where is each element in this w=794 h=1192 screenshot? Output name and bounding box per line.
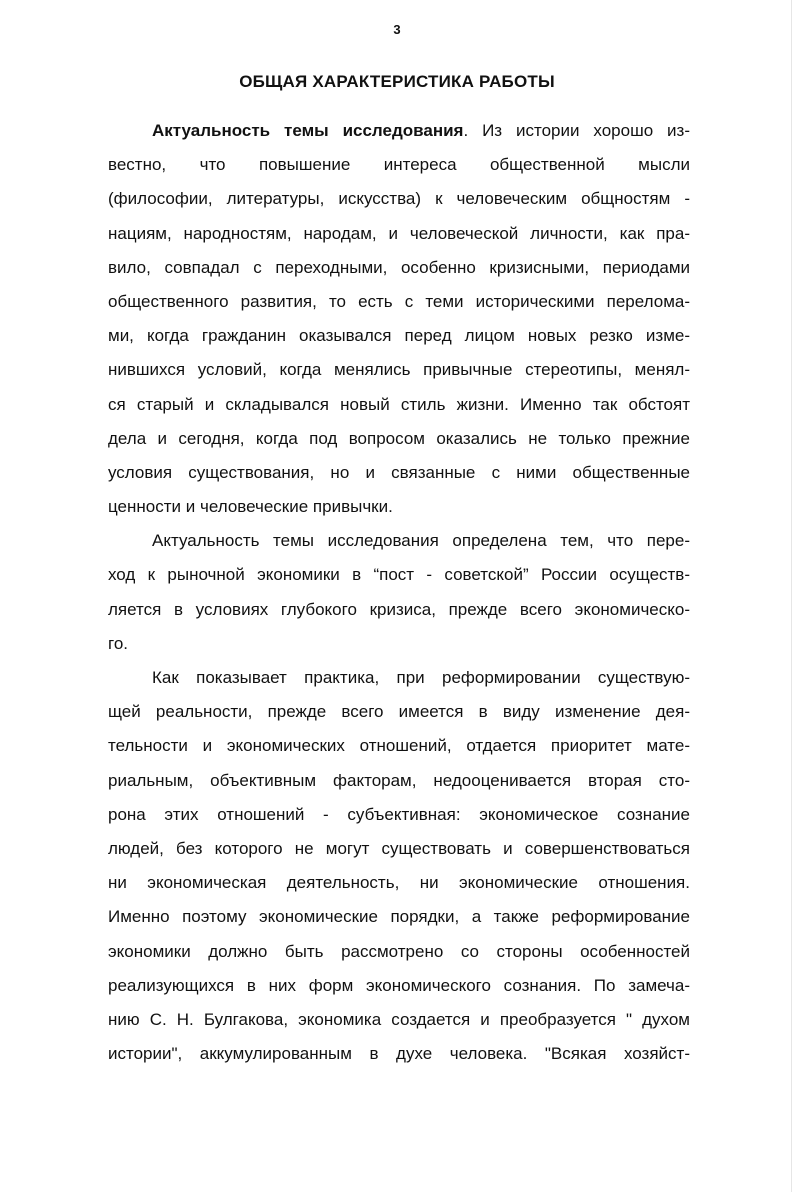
paragraph-3-line: экономики должно быть рассмотрено со стороны особенностей [108, 941, 690, 961]
paragraph-1-line: (философии, литературы, искусства) к человеческим общностям - [108, 189, 690, 209]
paragraph-3-line: тельности и экономических отношений, отдается приоритет мате- [108, 736, 690, 756]
paragraph-3-line: ни экономическая деятельность, ни экономические отношения. [108, 873, 690, 893]
body-text [108, 114, 690, 1071]
paragraph-1-line: вестно, что повышение интереса общественной мысли [108, 155, 690, 175]
page-edge-line [791, 0, 792, 1192]
paragraph-1-line: ся старый и складывался новый стиль жизни. Именно так обстоят [108, 394, 690, 414]
section-heading: ОБЩАЯ ХАРАКТЕРИСТИКА РАБОТЫ [239, 72, 555, 91]
paragraph-1-line: условия существования, но и связанные с ними общественные [108, 462, 690, 482]
page-number: 3 [393, 22, 401, 37]
paragraph-3-line: Как показывает практика, при реформировании существую- [152, 668, 690, 687]
paragraph-1-line-1 [108, 114, 690, 148]
paragraph-3-line: нию С. Н. Булгакова, экономика создается и преобразуется " духом [108, 1009, 690, 1029]
paragraph-2-line: го. [108, 633, 129, 653]
paragraph-2-line: Актуальность темы исследования определена тем, что пере- [152, 531, 690, 551]
paragraph-1-line: общественного развития, то есть с теми историческими перелома- [108, 291, 690, 311]
paragraph-3-line: риальным, объективным факторам, недооценивается вторая сто- [108, 770, 690, 790]
paragraph-3-line: Именно поэтому экономические порядки, а также реформирование [108, 907, 690, 927]
paragraph-3-line: реализующихся в них форм экономического сознания. По замеча- [108, 975, 690, 995]
paragraph-1-line: ценности и человеческие привычки. [108, 497, 393, 517]
paragraph-1-line-1-rest: . Из истории хорошо из- [463, 121, 690, 140]
relevance-lead: Актуальность темы исследования [152, 121, 464, 140]
paragraph-3-line: рона этих отношений - субъективная: экономическое сознание [108, 804, 690, 824]
paragraph-3-line: щей реальности, прежде всего имеется в виду изменение дея- [108, 702, 690, 722]
paragraph-1-line: нившихся условий, когда менялись привычные стереотипы, менял- [108, 360, 690, 380]
paragraph-1-line: нациям, народностям, народам, и человеческой личности, как пра- [108, 223, 690, 243]
paragraph-3-line: истории", аккумулированным в духе человека. "Всякая хозяйст- [108, 1044, 690, 1064]
paragraph-1-line: дела и сегодня, когда под вопросом оказались не только прежние [108, 428, 690, 448]
paragraph-1-line: ми, когда гражданин оказывался перед лицом новых резко изме- [108, 326, 690, 346]
paragraph-2-line: ход к рыночной экономики в “пост - советской” России осуществ- [108, 565, 690, 585]
paragraph-2-line: ляется в условиях глубокого кризиса, прежде всего экономическо- [108, 599, 690, 619]
paragraph-3-line: людей, без которого не могут существовать и совершенствоваться [108, 838, 690, 858]
paragraph-1-line: вило, совпадал с переходными, особенно кризисными, периодами [108, 257, 690, 277]
